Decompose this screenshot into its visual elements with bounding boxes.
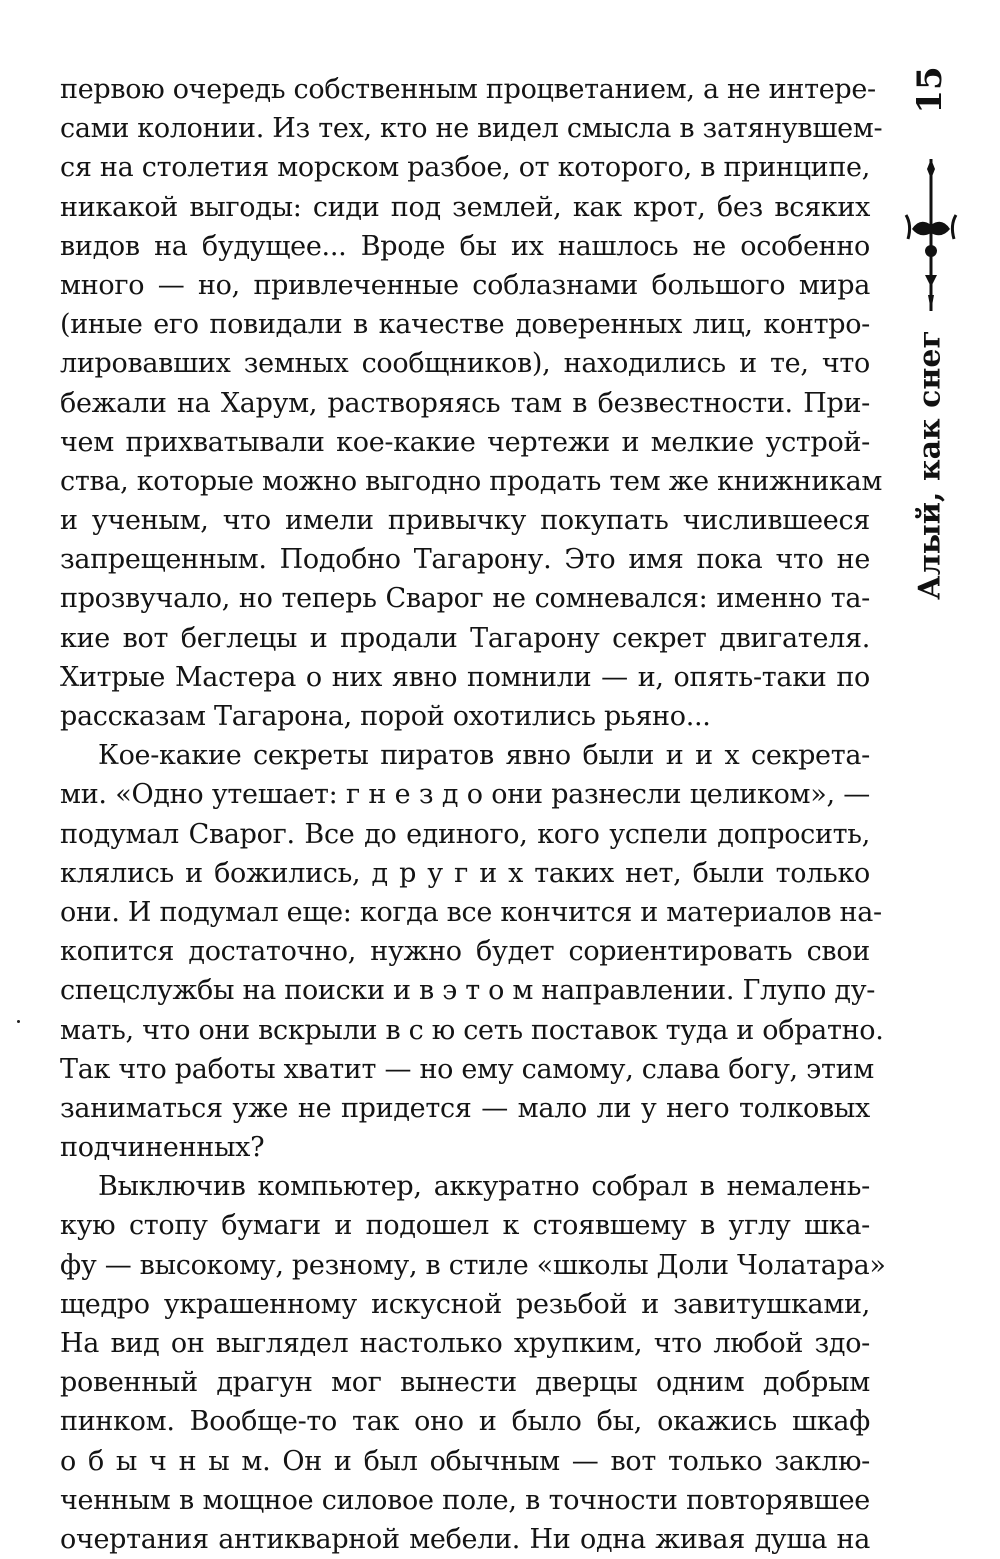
dagger-ornament-icon	[902, 155, 960, 315]
text-line: копится достаточно, нужно будет сориентировать свои	[60, 936, 870, 968]
text-line: спецслужбы на поиски и в э т о м направлении. Глупо ду-	[60, 975, 876, 1007]
text-line: фу — высокому, резному, в стиле «школы Доли Чолатара»	[60, 1249, 886, 1281]
text-line: никакой выгоды: сиди под землей, как крот, без всяких	[60, 191, 870, 223]
text-line: клялись и божились, д р у г и х таких нет, были только	[60, 857, 870, 889]
text-line: ся на столетия морском разбое, от которого, в принципе,	[60, 152, 870, 184]
text-line: и ученым, что имели привычку покупать числившееся	[60, 505, 870, 537]
text-line: видов на будущее... Вроде бы их нашлось не особенно	[60, 230, 870, 262]
text-line: пинком. Вообще-то так оно и было бы, окажись шкаф	[60, 1406, 870, 1438]
text-line: кую стопу бумаги и подошел к стоявшему в углу шка-	[60, 1210, 870, 1242]
text-line: ровенный драгун мог вынести дверцы одним добрым	[60, 1367, 870, 1399]
text-line: Хитрые Мастера о них явно помнили — и, опять-таки по	[60, 661, 870, 693]
text-line: ченным в мощное силовое поле, в точности повторявшее	[60, 1484, 870, 1516]
page-sidebar	[880, 60, 980, 620]
body-text	[60, 70, 886, 1559]
page-number: 15	[910, 66, 950, 114]
text-line: много — но, привлеченные соблазнами большого мира	[60, 269, 870, 301]
text-line: (иные его повидали в качестве доверенных лиц, контро-	[60, 309, 870, 341]
text-line: Кое-какие секреты пиратов явно были и и х секрета-	[98, 740, 870, 772]
text-line: ства, которые можно выгодно продать тем же книжникам	[60, 465, 883, 497]
text-line: Так что работы хватит — но ему самому, слава богу, этим	[60, 1053, 874, 1085]
text-line: запрещенным. Подобно Тагарону. Это имя пока что не	[60, 544, 870, 576]
text-line: первою очередь собственным процветанием, а не интере-	[60, 74, 876, 105]
text-line: ми. «Одно утешает: г н е з д о они разнесли целиком», —	[60, 779, 870, 811]
text-line: сами колонии. Из тех, кто не видел смысла в затянувшем-	[60, 113, 883, 145]
running-title-text: Алый, как снег	[912, 330, 948, 600]
print-speck	[17, 1020, 20, 1023]
text-line: подумал Сварог. Все до единого, кого успели допросить,	[60, 818, 870, 850]
text-line: кие вот беглецы и продали Тагарону секрет двигателя.	[60, 622, 870, 654]
text-line: о б ы ч н ы м. Он и был обычным — вот только заклю-	[60, 1445, 870, 1477]
text-line: бежали на Харум, растворяясь там в безвестности. При-	[60, 387, 870, 419]
text-line: очертания антикварной мебели. Ни одна живая душа на	[60, 1523, 870, 1555]
text-line: мать, что они вскрыли в с ю сеть поставок туда и обратно.	[60, 1014, 884, 1046]
text-line: рассказам Тагарона, порой охотились рьяно...	[60, 701, 711, 732]
text-line: На вид он выглядел настолько хрупким, что любой здо-	[60, 1328, 870, 1359]
text-line: лировавших земных сообщников), находились и те, что	[60, 348, 870, 380]
text-line: щедро украшенному искусной резьбой и завитушками,	[60, 1288, 870, 1320]
text-line: заниматься уже не придется — мало ли у него толковых	[60, 1092, 870, 1124]
text-line: они. И подумал еще: когда все кончится и материалов на-	[60, 896, 882, 928]
text-line: подчиненных?	[60, 1132, 265, 1164]
text-line: чем прихватывали кое-какие чертежи и мелкие устрой-	[60, 426, 870, 458]
text-line: Выключив компьютер, аккуратно собрал в немалень-	[98, 1171, 870, 1203]
text-line: прозвучало, но теперь Сварог не сомневался: именно та-	[60, 583, 870, 615]
